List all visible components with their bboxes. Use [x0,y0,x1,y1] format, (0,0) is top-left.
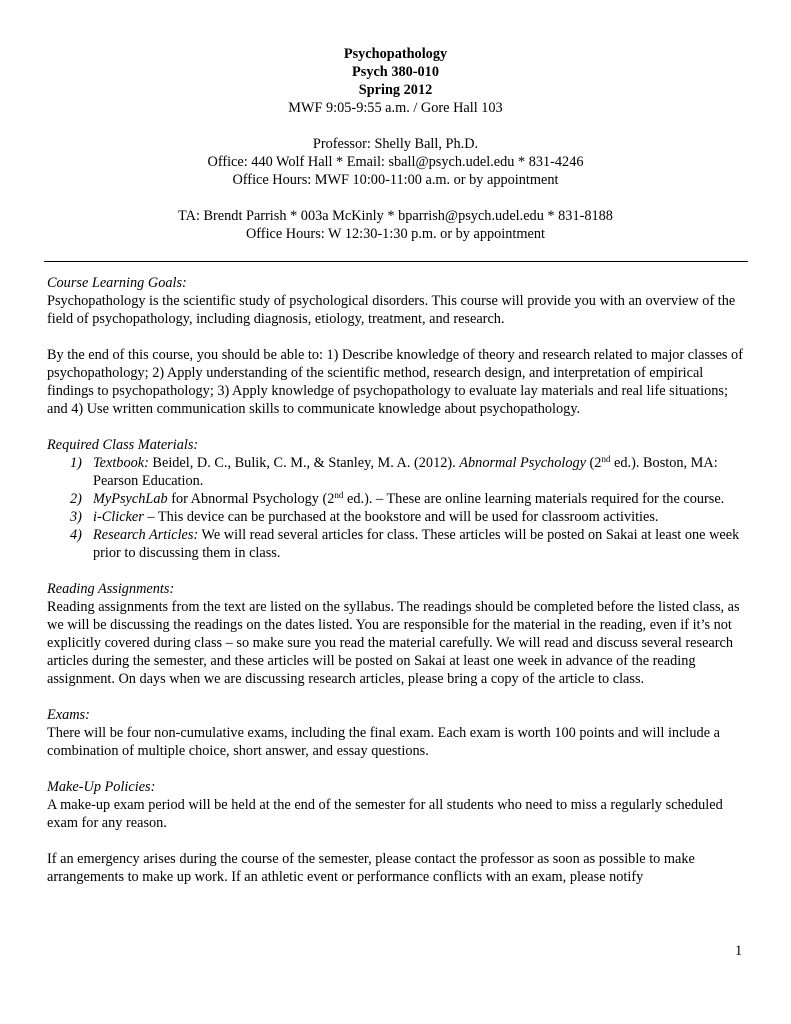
goals-heading: Course Learning Goals: [47,275,187,291]
exams-heading: Exams: [47,707,90,723]
superscript: nd [601,454,611,464]
research-articles-label: Research Articles: [93,527,199,543]
textbook-label: Textbook: [93,455,149,471]
goals-objectives: By the end of this course, you should be able to: 1) Describe knowledge of theory and research related to major classes of psychopathology; 2) Apply understanding of the scientific method, research design, and interpretation of empirical findings to psychopathology; 3) Apply knowledge of psychopathology to evaluate lay materials and real life situations; and 4) Use written communication skills to communicate knowledge about psychopathology. [47,347,743,417]
textbook-publisher: ed.). Boston, MA: Pearson Education. [93,455,718,489]
makeup-paragraph: A make-up exam period will be held at the end of the semester for all students who need to miss a regularly scheduled exam for any reason. [47,797,723,831]
research-articles-description: We will read several articles for class. These articles will be posted on Sakai at least one week prior to discussing them in class. [93,527,740,561]
ta-info: TA: Brendt Parrish * 003a McKinly * bparrish@psych.udel.edu * 831-8188 [178,208,613,224]
goals-paragraph: Psychopathology is the scientific study of psychological disorders. This course will provide you with an overview of the field of psychopathology, including diagnosis, etiology, treatment, and research. [47,293,736,327]
reading-paragraph: Reading assignments from the text are listed on the syllabus. The readings should be completed before the listed class, as we will be discussing the readings on the dates listed. You are responsible for the material in the reading, even if it’s not explicitly covered during class – so make sure you read the material carefully. We will read and discuss several research articles during the semester, and these articles will be posted on Sakai at least one week in advance of the reading assignment. On days when we are discussing research articles, please bring a copy of the article to class. [47,599,740,687]
makeup-emergency-paragraph: If an emergency arises during the course of the semester, please contact the professor as soon as possible to make arrangements to make up work. If an athletic event or performance conflicts with an exam, please notify [47,851,695,885]
materials-list [47,454,747,562]
professor-office: Office: 440 Wolf Hall * Email: sball@psych.udel.edu * 831-4246 [207,154,584,170]
materials-heading: Required Class Materials: [47,437,199,453]
list-number: 4) [70,527,82,543]
exams-paragraph: There will be four non-cumulative exams, including the final exam. Each exam is worth 100 points and will include a combination of multiple choice, short answer, and essay questions. [47,725,720,759]
list-number: 2) [70,491,82,507]
course-number: Psych 380-010 [352,64,439,80]
ta-office-hours: Office Hours: W 12:30-1:30 p.m. or by appointment [245,226,545,242]
professor-office-hours: Office Hours: MWF 10:00-11:00 a.m. or by appointment [232,172,559,188]
list-item [47,508,747,526]
superscript: nd [334,490,344,500]
textbook-citation: Beidel, D. C., Bulik, C. M., & Stanley, M. A. (2012). [148,455,460,471]
syllabus-body [47,274,747,886]
textbook-edition: (2 [585,455,602,471]
mypsychlab-label: MyPsychLab [93,491,168,507]
textbook-title: Abnormal Psychology [459,455,586,471]
mypsychlab-description: ed.). – These are online learning materials required for the course. [343,491,725,507]
course-title: Psychopathology [343,46,448,62]
list-item [47,454,747,490]
reading-heading: Reading Assignments: [47,581,175,597]
header-divider [44,261,748,262]
makeup-heading: Make-Up Policies: [47,779,156,795]
list-item [47,490,747,508]
course-header [0,45,791,243]
list-number: 1) [70,455,82,471]
list-number: 3) [70,509,82,525]
iclicker-description: – This device can be purchased at the bookstore and will be used for classroom activities. [143,509,659,525]
professor-name: Professor: Shelly Ball, Ph.D. [312,136,479,152]
course-schedule: MWF 9:05-9:55 a.m. / Gore Hall 103 [288,100,503,116]
iclicker-label: i-Clicker [93,509,144,525]
course-term: Spring 2012 [358,82,433,98]
page-number: 1 [735,943,743,959]
mypsychlab-text: for Abnormal Psychology (2 [167,491,335,507]
list-item [47,526,747,562]
